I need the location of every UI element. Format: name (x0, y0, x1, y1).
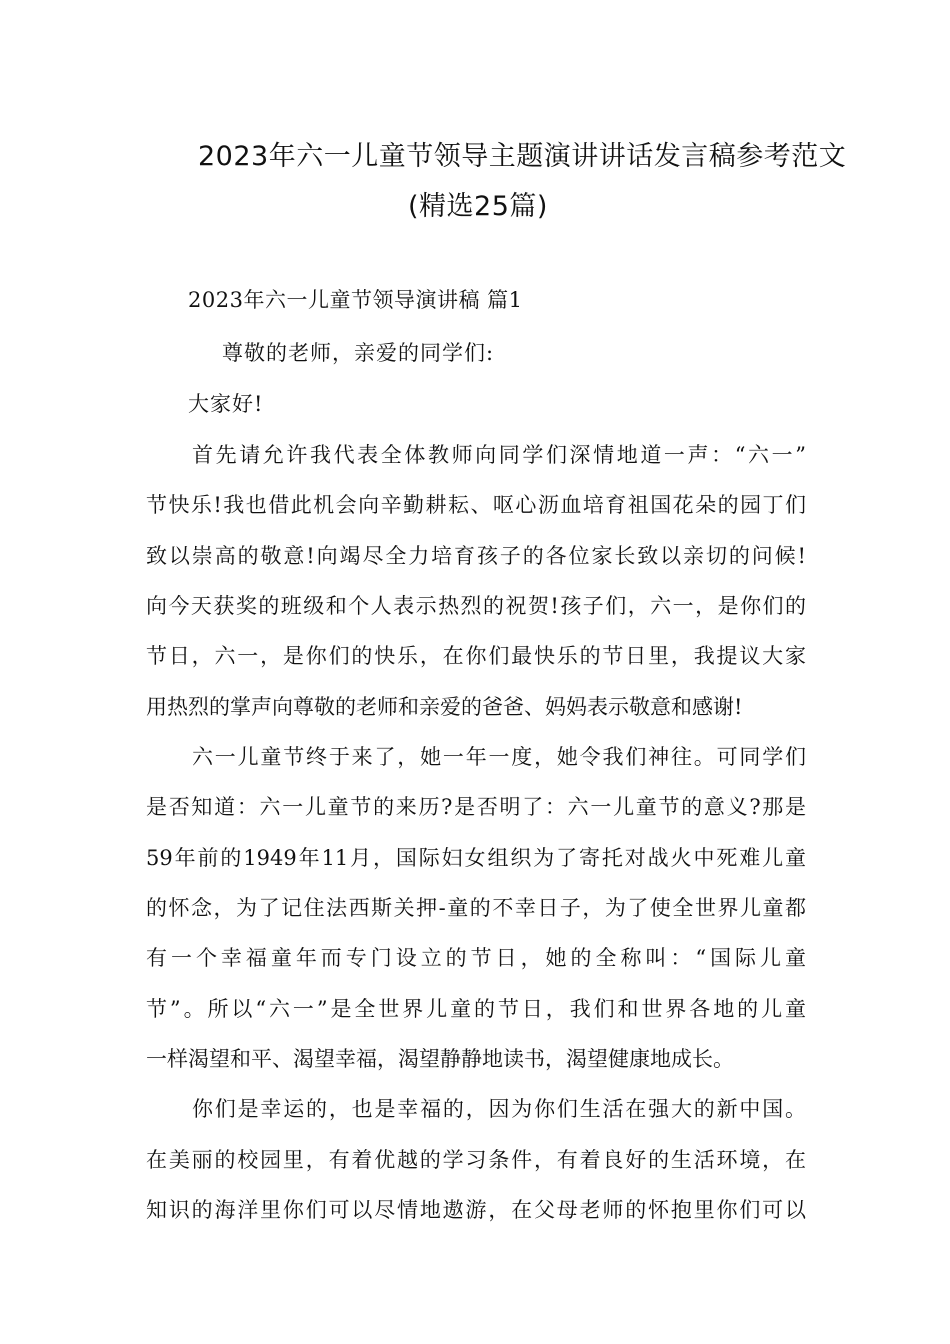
section-heading: 2023年六一儿童节领导演讲稿 篇1 (188, 288, 523, 312)
salutation: 尊敬的老师，亲爱的同学们: (222, 341, 495, 365)
paragraph-3-line-1: 你们是幸运的，也是幸福的，因为你们生活在强大的新中国。 (192, 1097, 806, 1121)
paragraph-2-line-6: 节”。所以“六一”是全世界儿童的节日，我们和世界各地的儿童 (146, 997, 806, 1021)
paragraph-1-line-4: 向今天获奖的班级和个人表示热烈的祝贺!孩子们，六一，是你们的 (146, 594, 806, 618)
paragraph-2-line-2: 是否知道：六一儿童节的来历?是否明了：六一儿童节的意义?那是 (146, 795, 806, 819)
paragraph-1-line-5: 节日，六一，是你们的快乐，在你们最快乐的节日里，我提议大家 (146, 644, 806, 668)
paragraph-2-line-1: 六一儿童节终于来了，她一年一度，她令我们神往。可同学们 (192, 745, 806, 769)
paragraph-1-line-2: 节快乐!我也借此机会向辛勤耕耘、呕心沥血培育祖国花朵的园丁们 (146, 493, 806, 517)
document-title-line-1: 2023年六一儿童节领导主题演讲讲话发言稿参考范文 (198, 141, 847, 172)
greeting: 大家好! (188, 392, 264, 416)
paragraph-2-line-3: 59年前的1949年11月，国际妇女组织为了寄托对战火中死难儿童 (146, 846, 806, 870)
paragraph-3-line-2: 在美丽的校园里，有着优越的学习条件，有着良好的生活环境，在 (146, 1148, 806, 1172)
paragraph-1-line-6: 用热烈的掌声向尊敬的老师和亲爱的爸爸、妈妈表示敬意和感谢! (146, 695, 743, 719)
paragraph-3-line-3: 知识的海洋里你们可以尽情地遨游，在父母老师的怀抱里你们可以 (146, 1198, 806, 1222)
document-title-line-2: (精选25篇) (408, 191, 548, 222)
paragraph-1-line-1: 首先请允许我代表全体教师向同学们深情地道一声：“六一” (192, 443, 806, 467)
paragraph-2-line-7: 一样渴望和平、渴望幸福，渴望静静地读书，渴望健康地成长。 (146, 1047, 734, 1071)
paragraph-2-line-5: 有一个幸福童年而专门设立的节日，她的全称叫：“国际儿童 (146, 946, 806, 970)
paragraph-1-line-3: 致以崇高的敬意!向竭尽全力培育孩子的各位家长致以亲切的问候! (146, 544, 806, 568)
paragraph-2-line-4: 的怀念，为了记住法西斯关押-童的不幸日子，为了使全世界儿童都 (146, 896, 806, 920)
